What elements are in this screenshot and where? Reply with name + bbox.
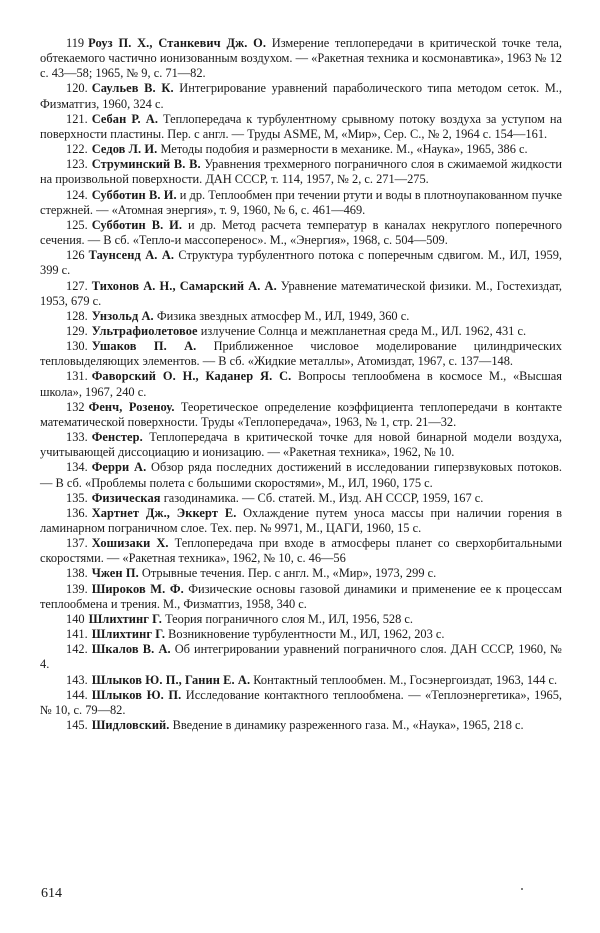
print-speck bbox=[521, 888, 523, 890]
entry-text: Уравнение математической физики. М., Гостехиздат, 1953, 679 с. bbox=[40, 278, 562, 308]
entry-author: Физическая bbox=[91, 490, 161, 505]
entry-text: Методы подобия и размерности в механике. М., «Наука», 1965, 386 с. bbox=[160, 142, 528, 157]
entry-text: Теплопередача в критической точке для новой бинарной модели воздуха, учитывающей диссоциацию и ионизацию. — «Ракетная техника», 1962, № 10. bbox=[40, 430, 562, 460]
entry-text: Интегрирование уравнений параболического типа методом сеток. М., Физматгиз, 1960, 324 с. bbox=[40, 81, 562, 111]
entry-number: 141. bbox=[66, 627, 88, 642]
bibliography-entry bbox=[40, 688, 562, 718]
bibliography-entry bbox=[40, 309, 562, 324]
entry-text: Физические основы газовой динамики и применение ее к процессам теплообмена и трения. М., Физматгиз, 1958, 340 с. bbox=[40, 581, 562, 611]
entry-author: Ультрафиолетовое bbox=[91, 323, 198, 338]
entry-text: газодинамика. — Сб. статей. М., Изд. АН СССР, 1959, 167 с. bbox=[163, 490, 484, 505]
bibliography-entry bbox=[40, 612, 562, 627]
entry-text: Отрывные течения. Пер. с англ. М., «Мир», 1973, 299 с. bbox=[141, 566, 437, 581]
bibliography-entry bbox=[40, 369, 562, 399]
bibliography-entry bbox=[40, 248, 562, 278]
entry-text: и др. Теплообмен при течении ртути и воды в плотноупакованном пучке стержней. — «Атомная энергия», т. 9, 1960, № 6, с. 461—469. bbox=[40, 187, 562, 217]
bibliography-entry bbox=[40, 157, 562, 187]
entry-number: 127. bbox=[66, 278, 88, 293]
bibliography-entry bbox=[40, 536, 562, 566]
entry-text: Теория пограничного слоя М., ИЛ, 1956, 528 с. bbox=[165, 611, 414, 626]
entry-text: Об интегрировании уравнений пограничного слоя. ДАН СССР, 1960, № 4. bbox=[40, 642, 562, 672]
bibliography-entry bbox=[40, 627, 562, 642]
entry-author: Фенч, Розеноу. bbox=[88, 399, 175, 414]
bibliography-entry bbox=[40, 400, 562, 430]
entry-author: Таунсенд А. А. bbox=[88, 248, 175, 263]
entry-number: 120. bbox=[66, 81, 88, 96]
bibliography-entry bbox=[40, 506, 562, 536]
entry-number: 137. bbox=[66, 536, 88, 551]
entry-text: Введение в динамику разреженного газа. М., «Наука», 1965, 218 с. bbox=[172, 718, 524, 733]
entry-number: 140 bbox=[66, 611, 85, 626]
entry-text: Исследование контактного теплообмена. — «Теплоэнергетика», 1965, № 10, с. 79—82. bbox=[40, 687, 563, 717]
entry-number: 144. bbox=[66, 687, 88, 702]
bibliography-entry bbox=[40, 188, 562, 218]
entry-author: Струминский В. В. bbox=[91, 157, 201, 172]
entry-author: Фаворский О. Н., Каданер Я. С. bbox=[91, 369, 292, 384]
entry-author: Шлихтинг Г. bbox=[88, 611, 162, 626]
entry-author: Саульев В. К. bbox=[91, 81, 174, 96]
entry-number: 139. bbox=[66, 581, 88, 596]
bibliography-entry bbox=[40, 218, 562, 248]
bibliography-entry bbox=[40, 582, 562, 612]
page-number: 614 bbox=[41, 886, 62, 901]
entry-author: Шлыков Ю. П. bbox=[91, 687, 182, 702]
entry-author: Ферри А. bbox=[91, 460, 147, 475]
bibliography-entry bbox=[40, 673, 562, 688]
bibliography-entry bbox=[40, 81, 562, 111]
entry-text: Теплопередача при входе в атмосферы планет со сверхорбитальными скоростями. — «Ракетная техника», 1962, № 10, с. 46—56 bbox=[40, 536, 562, 566]
entry-author: Себан Р. А. bbox=[91, 111, 159, 126]
bibliography-entry bbox=[40, 642, 562, 672]
entry-number: 132 bbox=[66, 399, 85, 414]
entry-text: излучение Солнца и межпланетная среда М., ИЛ. 1962, 431 с. bbox=[200, 323, 527, 338]
entry-text: Вопросы теплообмена в космосе М., «Высшая школа», 1967, 240 с. bbox=[40, 369, 562, 399]
entry-text: Приближенное числовое моделирование цилиндрических тепловыделяющих элементов. — В сб. «Жидкие металлы», Атомиздат, 1967, с. 137—148. bbox=[40, 339, 563, 369]
entry-author: Субботин В. И. bbox=[91, 187, 177, 202]
bibliography-entry bbox=[40, 566, 562, 581]
bibliography-list bbox=[40, 36, 562, 733]
entry-number: 130. bbox=[66, 339, 88, 354]
entry-author: Субботин В. И. bbox=[91, 217, 183, 232]
entry-number: 128. bbox=[66, 308, 88, 323]
entry-number: 133. bbox=[66, 430, 88, 445]
bibliography-entry bbox=[40, 142, 562, 157]
bibliography-entry bbox=[40, 112, 562, 142]
entry-author: Хартнет Дж., Эккерт Е. bbox=[91, 505, 237, 520]
bibliography-entry bbox=[40, 460, 562, 490]
entry-number: 145. bbox=[66, 718, 88, 733]
entry-author: Чжен П. bbox=[91, 566, 139, 581]
entry-number: 143. bbox=[66, 672, 88, 687]
bibliography-entry bbox=[40, 339, 562, 369]
entry-number: 126 bbox=[66, 248, 85, 263]
entry-text: Обзор ряда последних достижений в исследовании гиперзвуковых потоков. — В сб. «Проблемы полета с большими скоростями», М., ИЛ, 1960, 175 с. bbox=[40, 460, 562, 490]
entry-number: 136. bbox=[66, 505, 88, 520]
entry-number: 134. bbox=[66, 460, 88, 475]
entry-author: Тихонов А. Н., Самарский А. А. bbox=[91, 278, 277, 293]
entry-author: Хошизаки Х. bbox=[91, 536, 169, 551]
bibliography-entry bbox=[40, 36, 562, 81]
entry-number: 123. bbox=[66, 157, 88, 172]
entry-number: 125. bbox=[66, 217, 88, 232]
entry-text: Охлаждение путем уноса массы при наличии горения в ламинарном пограничном слое. Тех. пер. № 9971, М., ЦАГИ, 1960, 15 с. bbox=[40, 505, 562, 535]
entry-author: Шидловский. bbox=[91, 718, 170, 733]
entry-author: Широков М. Ф. bbox=[91, 581, 184, 596]
bibliography-entry bbox=[40, 324, 562, 339]
entry-number: 138. bbox=[66, 566, 88, 581]
bibliography-entry bbox=[40, 491, 562, 506]
entry-text: Физика звездных атмосфер М., ИЛ, 1949, 360 с. bbox=[156, 308, 410, 323]
bibliography-entry bbox=[40, 279, 562, 309]
entry-number: 124. bbox=[66, 187, 88, 202]
entry-number: 135. bbox=[66, 490, 88, 505]
entry-text: Измерение теплопередачи в критической точке тела, обтекаемого частично ионизованным воздухом. — «Ракетная техника и космонавтика», 1963 № 12 с. 43—58; 1965, № 9, с. 71—82. bbox=[40, 36, 562, 81]
entry-author: Седов Л. И. bbox=[91, 142, 158, 157]
entry-author: Шлыков Ю. П., Ганин Е. А. bbox=[91, 672, 251, 687]
entry-text: Структура турбулентного потока с поперечным сдвигом. М., ИЛ, 1959, 399 с. bbox=[40, 248, 562, 278]
entry-author: Фенстер. bbox=[91, 430, 143, 445]
entry-author: Роуз П. Х., Станкевич Дж. О. bbox=[88, 36, 267, 50]
entry-author: Шлихтинг Г. bbox=[91, 627, 166, 642]
entry-number: 142. bbox=[66, 642, 88, 657]
entry-text: Теоретическое определение коэффициента теплопередачи в контакте математической поверхности. Труды «Теплопередача», 1963, № 1, стр. 21—32. bbox=[40, 399, 562, 429]
entry-text: и др. Метод расчета температур в каналах некруглого поперечного сечения. — В сб. «Тепло-и массоперенос». М., «Энергия», 1968, с. 504—509. bbox=[40, 217, 562, 248]
entry-author: Ушаков П. А. bbox=[91, 339, 197, 354]
entry-number: 122. bbox=[66, 142, 88, 157]
entry-text: Уравнения трехмерного пограничного слоя в сжимаемой жидкости на произвольной поверхности. ДАН СССР, т. 114, 1957, № 2, с. 271—275. bbox=[40, 157, 562, 187]
entry-number: 121. bbox=[66, 111, 88, 126]
entry-number: 119 bbox=[66, 36, 85, 50]
entry-text: Возникновение турбулентности М., ИЛ, 1962, 203 с. bbox=[168, 627, 445, 642]
entry-text: Контактный теплообмен. М., Госэнергоиздат, 1963, 144 с. bbox=[253, 672, 558, 687]
entry-number: 131. bbox=[66, 369, 88, 384]
entry-number: 129. bbox=[66, 323, 88, 338]
entry-author: Унзольд А. bbox=[91, 308, 154, 323]
entry-author: Шкалов В. А. bbox=[91, 642, 171, 657]
bibliography-entry bbox=[40, 430, 562, 460]
entry-text: Теплопередача к турбулентному срывному потоку воздуха за уступом на поверхности пластины. Пер. с англ. — Труды ASME, М, «Мир», Сер. С., № 2, 1964 с. 154—161. bbox=[40, 111, 562, 141]
bibliography-entry bbox=[40, 718, 562, 733]
